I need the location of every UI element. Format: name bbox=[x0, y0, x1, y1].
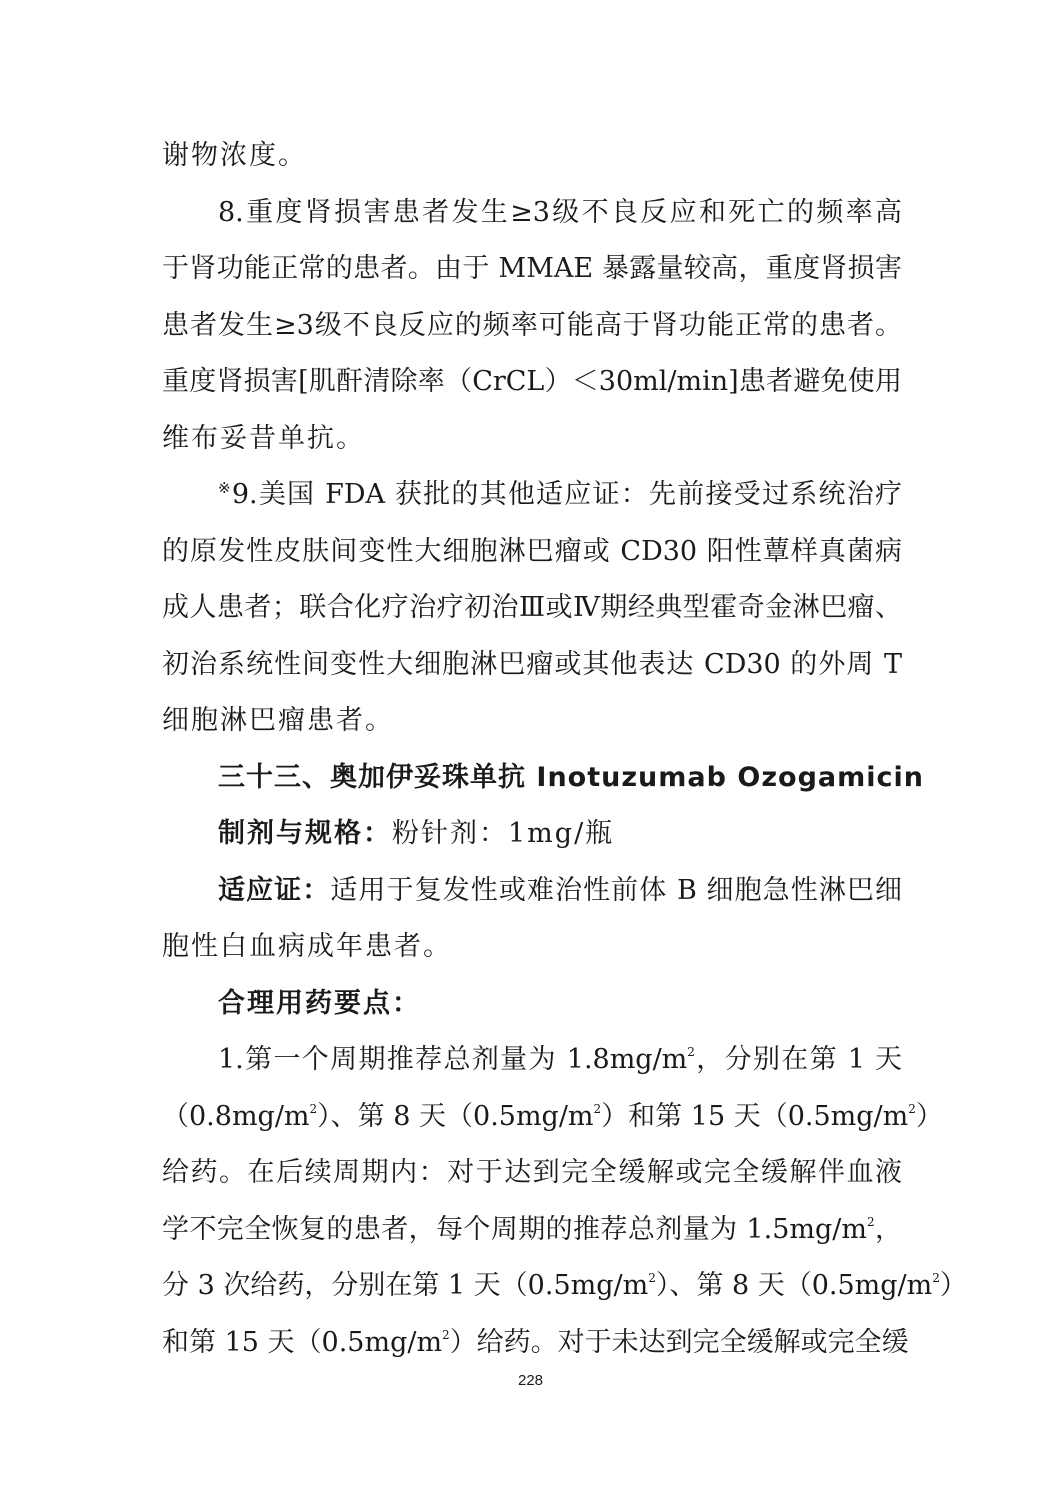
paragraph-line: 患者发生≥3级不良反应的频率可能高于肾功能正常的患者。 bbox=[162, 309, 902, 341]
text: 9.美国 FDA 获批的其他适应证：先前接受过系统治疗 bbox=[231, 479, 902, 510]
text: 1.第一个周期推荐总剂量为 1.8mg/m bbox=[218, 1044, 688, 1075]
text: 谢物浓度。 bbox=[162, 140, 307, 171]
dosing-line bbox=[162, 1202, 902, 1259]
superscript: 2 bbox=[687, 1045, 695, 1059]
text: ） bbox=[915, 1100, 943, 1132]
superscript: 2 bbox=[648, 1271, 656, 1285]
superscript: 2 bbox=[442, 1327, 450, 1342]
paragraph-line: 成人患者；联合化疗治疗初治Ⅲ或Ⅳ期经典型霍奇金淋巴瘤、 bbox=[162, 592, 902, 623]
section-heading: 三十三、奥加伊妥珠单抗 Inotuzumab Ozogamicin bbox=[218, 761, 924, 793]
text: ）、第 8 天（0.5mg/m bbox=[655, 1270, 933, 1301]
paragraph-line: 维布妥昔单抗。 bbox=[162, 422, 365, 454]
text: ） bbox=[939, 1270, 967, 1301]
superscript: 2 bbox=[908, 1101, 916, 1116]
indication-value: 适用于复发性或难治性前体 B 细胞急性淋巴细 bbox=[330, 874, 903, 906]
text: ）给药。对于未达到完全缓解或完全缓 bbox=[449, 1326, 909, 1358]
dosing-line bbox=[162, 1315, 909, 1372]
text: ）、第 8 天（0.5mg/m bbox=[317, 1100, 594, 1132]
dosing-line bbox=[162, 1032, 902, 1089]
superscript: 2 bbox=[309, 1101, 318, 1116]
indication-label: 适应证： bbox=[218, 874, 331, 906]
paragraph-line bbox=[162, 128, 902, 185]
page-number: 228 bbox=[517, 1372, 544, 1389]
key-points-label: 合理用药要点： bbox=[218, 987, 421, 1019]
paragraph-line: 细胞淋巴瘤患者。 bbox=[162, 705, 394, 736]
text: （0.8mg/m bbox=[162, 1100, 310, 1132]
formulation-line bbox=[162, 806, 902, 863]
paragraph-line: 重度肾损害[肌酐清除率（CrCL）＜30ml/min]患者避免使用 bbox=[162, 366, 902, 397]
text: 分 3 次给药，分别在第 1 天（0.5mg/m bbox=[162, 1270, 649, 1301]
paragraph-line: 于肾功能正常的患者。由于 MMAE 暴露量较高，重度肾损害 bbox=[162, 253, 902, 284]
formulation-value: 粉针剂：1mg/瓶 bbox=[392, 818, 615, 849]
document-body bbox=[162, 128, 967, 1371]
superscript: 2 bbox=[866, 1214, 875, 1229]
reference-mark: ※ bbox=[218, 479, 232, 497]
paragraph-line: 的原发性皮肤间变性大细胞淋巴瘤或 CD30 阳性蕈样真菌病 bbox=[162, 535, 902, 567]
dosing-line bbox=[162, 1258, 967, 1315]
text: ，分别在第 1 天 bbox=[694, 1044, 903, 1075]
paragraph-line: 初治系统性间变性大细胞淋巴瘤或其他表达 CD30 的外周 T bbox=[162, 648, 902, 680]
paragraph-line bbox=[162, 467, 902, 524]
text: ， bbox=[874, 1213, 903, 1245]
dosing-line bbox=[162, 1089, 943, 1146]
dosing-line: 给药。在后续周期内：对于达到完全缓解或完全缓解伴血液 bbox=[162, 1157, 902, 1188]
text: 和第 15 天（0.5mg/m bbox=[162, 1326, 443, 1358]
paragraph-line: 8.重度肾损害患者发生≥3级不良反应和死亡的频率高 bbox=[218, 196, 902, 228]
text: ）和第 15 天（0.5mg/m bbox=[601, 1100, 909, 1132]
text: 学不完全恢复的患者，每个周期的推荐总剂量为 1.5mg/m bbox=[162, 1213, 867, 1245]
formulation-label: 制剂与规格： bbox=[218, 818, 392, 849]
indication-line bbox=[162, 863, 902, 920]
superscript: 2 bbox=[932, 1271, 940, 1285]
paragraph-line: 胞性白血病成年患者。 bbox=[162, 931, 452, 962]
superscript: 2 bbox=[593, 1101, 602, 1116]
